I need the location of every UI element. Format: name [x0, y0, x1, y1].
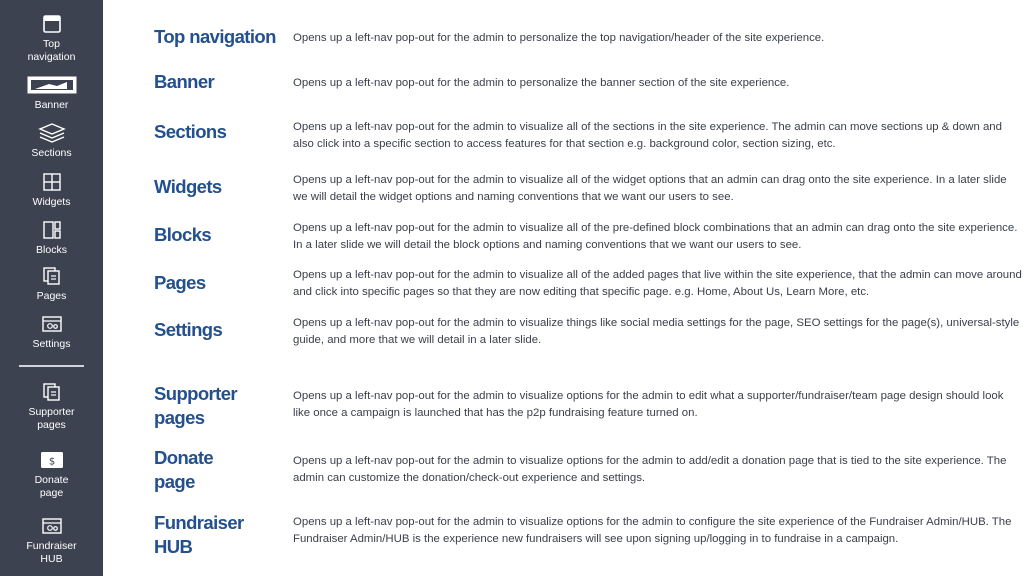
sidebar-item-top-navigation[interactable]	[0, 13, 103, 64]
sidebar-item-blocks[interactable]	[0, 219, 103, 257]
row-title: Sections	[154, 121, 227, 142]
widgets-grid-icon	[42, 171, 62, 193]
row-description: Opens up a left-nav pop-out for the admin to personalize the top navigation/header of the site experience.	[293, 32, 825, 44]
sidebar-item-label: Sections	[31, 147, 72, 159]
row-description: Opens up a left-nav pop-out for the admin to visualize options for the admin to add/edit a donation page that is tied to the site experience. The admin can customize the donation/check-out experience and settings.	[293, 455, 1007, 484]
sidebar-item-fundraiser-hub[interactable]	[0, 515, 103, 566]
sidebar-item-banner[interactable]	[0, 74, 103, 112]
sidebar-item-label: Fundraiser HUB	[26, 540, 77, 565]
row-title: Supporter pages	[154, 383, 237, 428]
row-description: Opens up a left-nav pop-out for the admin to visualize all of the added pages that live within the site experience, that the admin can move around and click into specific pages so that they are now editing that specific page. e.g. Home, About Us, Learn More, etc.	[293, 269, 1022, 298]
settings-icon	[41, 313, 63, 335]
sidebar-item-pages[interactable]	[0, 265, 103, 303]
row-title: Top navigation	[154, 26, 276, 47]
sidebar-item-label: Supporter pages	[28, 406, 75, 431]
supporter-pages-icon	[42, 381, 62, 403]
row-description: Opens up a left-nav pop-out for the admin to visualize options for the admin to edit what a supporter/fundraiser/team page design should look like once a campaign is launched that has the p2p fundraising feature turned on.	[293, 390, 1004, 419]
row-description: Opens up a left-nav pop-out for the admin to visualize all of the widget options that an admin can drag onto the site experience. In a later slide we will detail the widget options and naming conventions that we want our users to see.	[293, 174, 1007, 203]
sidebar-item-label: Settings	[32, 338, 71, 350]
row-title: Pages	[154, 272, 206, 293]
row-title: Banner	[154, 71, 215, 92]
sidebar-item-label: Banner	[34, 99, 69, 111]
row-description: Opens up a left-nav pop-out for the admin to visualize all of the sections in the site experience. The admin can move sections up & down and also click into a specific section to access features for that section e.g. background color, section sizing, etc.	[293, 121, 1002, 150]
sidebar-divider	[19, 365, 84, 367]
blocks-icon	[42, 219, 62, 241]
sidebar-item-widgets[interactable]	[0, 171, 103, 209]
row-title: Fundraiser HUB	[154, 512, 244, 557]
layers-icon	[38, 122, 66, 144]
row-title: Widgets	[154, 176, 222, 197]
fundraiser-hub-icon	[41, 515, 63, 537]
sidebar-item-label: Donate page	[34, 474, 69, 499]
sidebar-item-settings[interactable]	[0, 313, 103, 351]
sidebar-item-sections[interactable]	[0, 122, 103, 160]
sidebar-item-donate-page[interactable]	[0, 449, 103, 500]
left-sidebar	[0, 0, 103, 576]
banner-icon	[27, 74, 77, 96]
donate-icon	[40, 449, 64, 471]
sidebar-item-label: Pages	[36, 290, 67, 302]
svg-text:$: $	[48, 456, 55, 468]
sidebar-item-label: Top navigation	[27, 38, 76, 63]
pages-icon	[42, 265, 62, 287]
row-title: Settings	[154, 319, 223, 340]
sidebar-item-supporter-pages[interactable]	[0, 381, 103, 432]
sidebar-item-label: Widgets	[32, 196, 71, 208]
row-description: Opens up a left-nav pop-out for the admin to personalize the banner section of the site experience.	[293, 77, 790, 89]
row-title: Blocks	[154, 224, 212, 245]
row-description: Opens up a left-nav pop-out for the admin to visualize options for the admin to configure the site experience of the Fundraiser Admin/HUB. The Fundraiser Admin/HUB is the experience new fundraisers will see upon signing up/logging in to fundraise in a campaign.	[293, 516, 1012, 545]
top-navigation-icon	[42, 13, 62, 35]
row-description: Opens up a left-nav pop-out for the admin to visualize things like social media settings for the page, SEO settings for the page(s), universal-style guide, and more that we will detail in a later slide.	[293, 317, 1020, 346]
row-description: Opens up a left-nav pop-out for the admin to visualize all of the pre-defined block combinations that an admin can drag onto the site experience. In a later slide we will detail the block options and naming conventions that we want our users to see.	[293, 222, 1018, 251]
row-title: Donate page	[154, 447, 214, 492]
sidebar-item-label: Blocks	[36, 244, 67, 256]
